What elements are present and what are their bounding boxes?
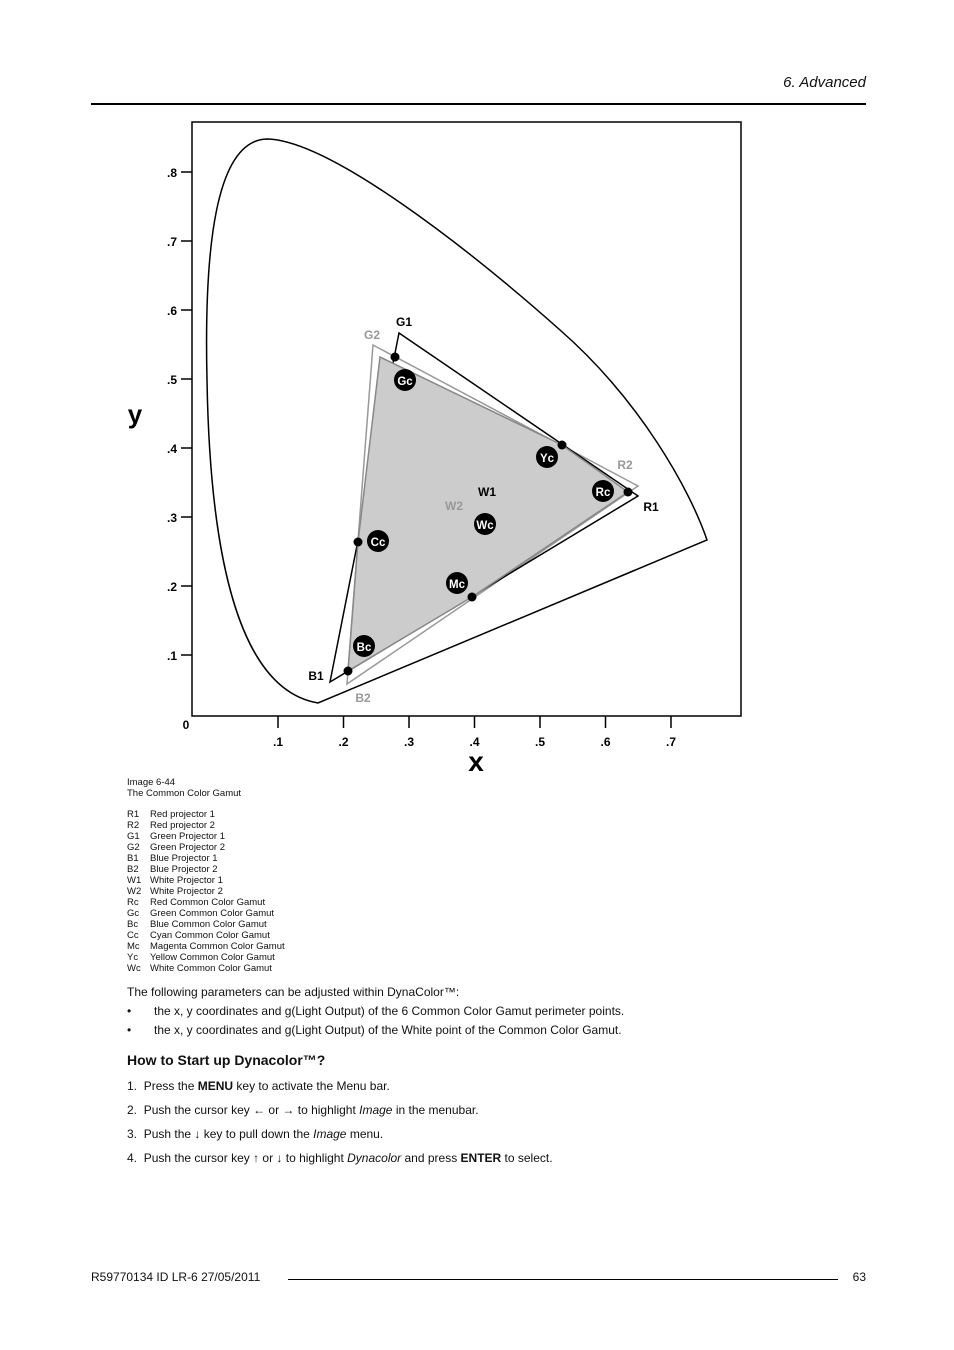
label-r2: R2 <box>617 458 633 472</box>
x-tick-label: .5 <box>534 735 546 749</box>
legend-key: R1 <box>127 809 140 820</box>
legend-row <box>127 864 218 875</box>
step-text: Push the cursor key ← or → to highlight <box>143 1103 360 1117</box>
x-axis-ticks <box>273 716 676 749</box>
badge-gc <box>394 369 416 391</box>
legend-desc: Cyan Common Color Gamut <box>150 930 270 941</box>
label-r1: R1 <box>643 500 659 514</box>
label-w1: W1 <box>478 485 496 499</box>
x-tick-label: .4 <box>469 735 480 749</box>
y-tick-label: .6 <box>166 304 177 318</box>
gamut-vertex-dot <box>391 353 400 362</box>
y-axis-ticks <box>167 166 192 663</box>
legend-row <box>127 875 223 886</box>
image-caption: The Common Color Gamut <box>127 788 242 799</box>
legend-key: G1 <box>127 831 140 842</box>
legend-desc: Green Projector 1 <box>150 831 225 842</box>
badge-mc-text: Mc <box>449 579 465 591</box>
legend-key: Wc <box>127 963 141 974</box>
bullet-text: the x, y coordinates and g(Light Output) of the 6 Common Color Gamut perimeter points. <box>154 1004 625 1018</box>
x-tick-label: .1 <box>272 735 284 749</box>
bullet-dot: • <box>127 1004 132 1018</box>
legend-row <box>127 886 223 897</box>
step-text: menu. <box>346 1127 384 1141</box>
footer-doc-id: R59770134 ID LR-6 27/05/2011 <box>91 1270 261 1284</box>
y-tick-label: .1 <box>166 649 177 663</box>
badge-wc-text: Wc <box>476 520 494 532</box>
y-axis-title: y <box>127 399 143 429</box>
x-tick-label: .3 <box>403 735 415 749</box>
legend-desc: Red projector 2 <box>150 820 215 831</box>
step-3 <box>127 1127 383 1141</box>
badge-mc <box>446 572 468 594</box>
legend-key: Bc <box>127 919 139 930</box>
legend-desc: Yellow Common Color Gamut <box>150 952 275 963</box>
badge-bc <box>353 635 375 657</box>
label-b1: B1 <box>308 669 324 683</box>
legend-desc: Blue Common Color Gamut <box>150 919 267 930</box>
legend-key: B1 <box>127 853 139 864</box>
legend-row <box>127 897 265 908</box>
x-axis-title: x <box>468 746 484 777</box>
legend-key: B2 <box>127 864 139 875</box>
legend-key: Mc <box>127 941 140 952</box>
badge-cc-text: Cc <box>370 537 386 549</box>
menu-name: Image <box>313 1127 347 1141</box>
step-text: Push the cursor key ↑ or ↓ to highlight <box>143 1151 348 1165</box>
footer-divider <box>288 1279 838 1280</box>
legend-key: Cc <box>127 930 139 941</box>
legend-desc: Green Common Color Gamut <box>150 908 275 919</box>
legend-row <box>127 908 274 919</box>
step-number: 1. <box>127 1079 138 1093</box>
section-title: 6. Advanced <box>783 74 866 91</box>
intro-paragraph: The following parameters can be adjusted within DynaColor™: <box>127 985 460 999</box>
bullet-item <box>127 1004 624 1018</box>
legend-desc: Red projector 1 <box>150 809 215 820</box>
x-tick-label: .7 <box>665 735 677 749</box>
legend-desc: White Common Color Gamut <box>150 963 272 974</box>
legend-row <box>127 930 270 941</box>
legend-row <box>127 941 285 952</box>
step-number: 2. <box>127 1103 138 1117</box>
step-text: Press the <box>143 1079 198 1093</box>
legend-key: Rc <box>127 897 139 908</box>
y-tick-label: .5 <box>166 373 177 387</box>
legend-desc: White Projector 1 <box>150 875 223 886</box>
legend-desc: Red Common Color Gamut <box>150 897 266 908</box>
step-4 <box>127 1151 553 1165</box>
y-tick-label: .2 <box>166 580 177 594</box>
badge-rc-text: Rc <box>595 487 611 499</box>
legend-key: W2 <box>127 886 142 897</box>
legend-key: W1 <box>127 875 142 886</box>
legend-row <box>127 963 272 974</box>
badge-cc <box>367 530 389 552</box>
legend-desc: Blue Projector 1 <box>150 853 218 864</box>
bullet-dot: • <box>127 1023 132 1037</box>
gamut-vertex-dot <box>344 667 353 676</box>
menu-name: Dynacolor <box>347 1151 402 1165</box>
step-number: 4. <box>127 1151 138 1165</box>
y-tick-label: .4 <box>166 442 177 456</box>
label-b2: B2 <box>355 691 371 705</box>
legend-row <box>127 952 275 963</box>
x-tick-label: .2 <box>338 735 349 749</box>
badge-wc <box>474 513 496 535</box>
origin-label: 0 <box>182 718 190 732</box>
step-text: in the menubar. <box>392 1103 479 1117</box>
legend-key: G2 <box>127 842 140 853</box>
label-g2: G2 <box>363 328 381 342</box>
bullet-text: the x, y coordinates and g(Light Output) of the White point of the Common Color Gamut. <box>154 1023 622 1037</box>
gamut-vertex-dot <box>468 593 477 602</box>
legend-desc: Green Projector 2 <box>150 842 225 853</box>
label-g1: G1 <box>395 315 413 329</box>
menu-name: Image <box>359 1103 393 1117</box>
x-tick-label: .6 <box>600 735 611 749</box>
legend-desc: White Projector 2 <box>150 886 223 897</box>
y-tick-label: .3 <box>166 511 177 525</box>
legend-key: Yc <box>127 952 139 963</box>
legend-row <box>127 853 218 864</box>
page-number: 63 <box>852 1270 866 1284</box>
legend-row <box>127 831 225 842</box>
image-number: Image 6-44 <box>127 777 176 788</box>
key-name: MENU <box>197 1079 234 1093</box>
step-text: key to activate the Menu bar. <box>233 1079 390 1093</box>
badge-rc <box>592 480 614 502</box>
step-number: 3. <box>127 1127 138 1141</box>
y-tick-label: .8 <box>166 166 177 180</box>
gamut-vertex-dot <box>558 441 567 450</box>
gamut-vertex-dot <box>624 488 633 497</box>
legend-row <box>127 919 267 930</box>
label-w2: W2 <box>445 499 463 513</box>
legend-desc: Magenta Common Color Gamut <box>150 941 285 952</box>
step-text: to select. <box>501 1151 553 1165</box>
section-heading: How to Start up Dynacolor™? <box>127 1052 326 1068</box>
badge-yc-text: Yc <box>539 453 555 465</box>
step-text: and press <box>401 1151 461 1165</box>
badge-yc <box>536 446 558 468</box>
legend-key: R2 <box>127 820 140 831</box>
step-2 <box>127 1103 479 1117</box>
legend-key: Gc <box>127 908 140 919</box>
badge-bc-text: Bc <box>356 642 372 654</box>
gamut-vertex-dot <box>354 538 363 547</box>
step-1 <box>127 1079 390 1093</box>
badge-gc-text: Gc <box>397 376 413 388</box>
legend-row <box>127 809 215 820</box>
bullet-item <box>127 1023 622 1037</box>
legend-desc: Blue Projector 2 <box>150 864 218 875</box>
legend-row <box>127 842 225 853</box>
y-tick-label: .7 <box>166 235 177 249</box>
key-name: ENTER <box>460 1151 502 1165</box>
step-text: Push the ↓ key to pull down the <box>143 1127 314 1141</box>
legend-row <box>127 820 215 831</box>
